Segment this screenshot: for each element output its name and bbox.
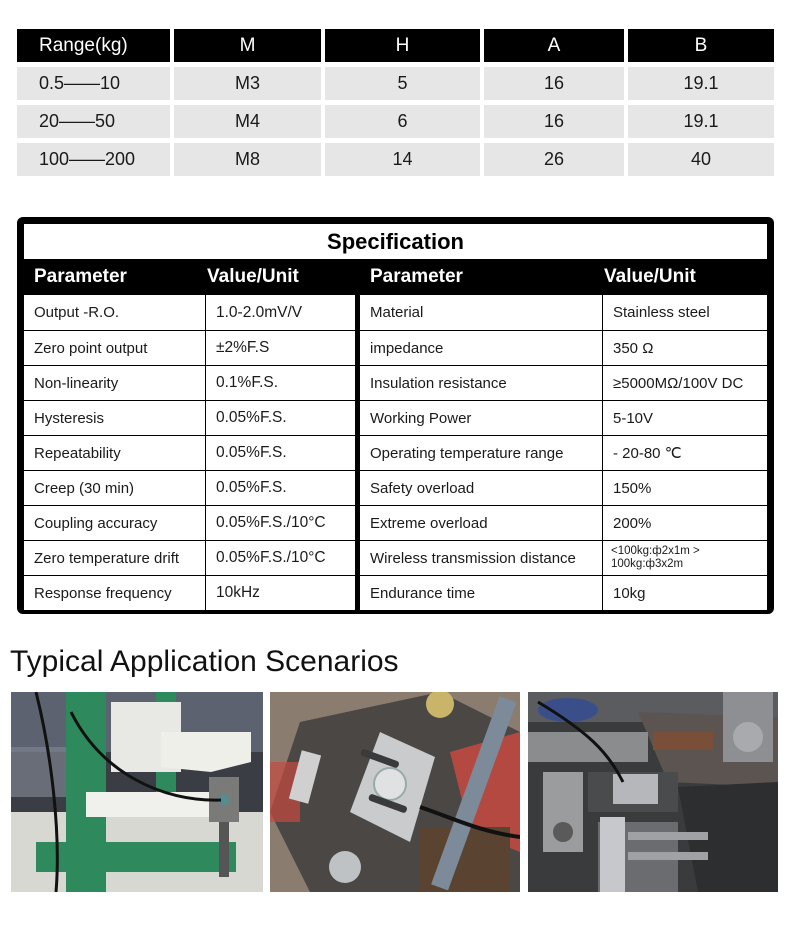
param-value: 0.05%F.S./10°C xyxy=(216,514,326,531)
table-row xyxy=(24,505,355,540)
cell-m: M8 xyxy=(174,143,321,176)
cell-range: 20——50 xyxy=(17,105,170,138)
cell-a: 16 xyxy=(484,67,624,100)
cell-range: 0.5——10 xyxy=(17,67,170,100)
value-line-2: 100kg:ф3x2m xyxy=(611,558,684,570)
cell-a: 16 xyxy=(484,105,624,138)
table-row xyxy=(24,435,355,470)
photo-s-load-cell xyxy=(270,692,520,892)
dimension-table-header xyxy=(17,29,774,62)
param-label: Extreme overload xyxy=(360,506,603,540)
photo-icon xyxy=(270,692,520,892)
param-value: 150% xyxy=(613,479,652,497)
param-value: 0.05%F.S./10°C xyxy=(216,549,326,566)
param-value: 200% xyxy=(613,514,652,532)
header-m: M xyxy=(174,29,321,62)
cell-h: 6 xyxy=(325,105,480,138)
param-value: 10kHz xyxy=(216,584,260,601)
table-row xyxy=(24,470,355,505)
param-value: 350 Ω xyxy=(613,339,654,357)
cell-b: 19.1 xyxy=(628,67,774,100)
param-label: Zero temperature drift xyxy=(24,541,206,575)
header-b: B xyxy=(628,29,774,62)
dimension-table xyxy=(17,29,774,181)
table-row xyxy=(360,295,767,330)
param-value: 10kg xyxy=(613,584,646,602)
param-label: Wireless transmission distance xyxy=(360,541,603,575)
header-value-unit: Value/Unit xyxy=(604,266,696,287)
table-row xyxy=(360,400,767,435)
cell-m: M4 xyxy=(174,105,321,138)
param-label: Working Power xyxy=(360,401,603,435)
photo-test-rig xyxy=(11,692,263,892)
param-label: Material xyxy=(360,295,603,330)
cell-m: M3 xyxy=(174,67,321,100)
param-label: Repeatability xyxy=(24,436,206,470)
table-row xyxy=(17,67,774,100)
photo-icon xyxy=(11,692,263,892)
header-h: H xyxy=(325,29,480,62)
table-row xyxy=(360,365,767,400)
table-row xyxy=(360,540,767,575)
param-label: Operating temperature range xyxy=(360,436,603,470)
param-label: Response frequency xyxy=(24,576,206,610)
table-row xyxy=(360,505,767,540)
param-label: Creep (30 min) xyxy=(24,471,206,505)
header-parameter: Parameter xyxy=(34,266,127,287)
photo-icon xyxy=(528,692,778,892)
spec-left-column xyxy=(24,259,355,610)
table-row xyxy=(360,575,767,610)
param-label: impedance xyxy=(360,331,603,365)
param-label: Hysteresis xyxy=(24,401,206,435)
param-value: 0.05%F.S. xyxy=(216,444,287,461)
param-value: 0.1%F.S. xyxy=(216,374,279,391)
table-row xyxy=(360,470,767,505)
param-label: Zero point output xyxy=(24,331,206,365)
table-row xyxy=(24,400,355,435)
value-line-1: <100kg:ф2x1m > xyxy=(611,545,700,557)
param-value: 1.0-2.0mV/V xyxy=(216,303,303,321)
table-row xyxy=(24,365,355,400)
header-range: Range(kg) xyxy=(17,29,170,62)
spec-right-column xyxy=(360,259,767,610)
table-row xyxy=(17,105,774,138)
table-row xyxy=(360,330,767,365)
param-value: - 20-80 ℃ xyxy=(613,445,682,462)
param-label: Coupling accuracy xyxy=(24,506,206,540)
cell-h: 5 xyxy=(325,67,480,100)
specification-body xyxy=(24,259,767,610)
spec-left-header xyxy=(24,259,355,295)
table-row xyxy=(17,143,774,176)
cell-b: 40 xyxy=(628,143,774,176)
table-row xyxy=(360,435,767,470)
table-row xyxy=(24,575,355,610)
param-value: ≥5000MΩ/100V DC xyxy=(613,374,744,392)
param-value xyxy=(603,541,767,575)
param-value: ±2%F.S xyxy=(216,339,270,356)
param-value: 0.05%F.S. xyxy=(216,409,287,426)
table-row xyxy=(24,330,355,365)
param-label: Non-linearity xyxy=(24,366,206,400)
param-value: Stainless steel xyxy=(613,304,710,321)
table-row xyxy=(24,540,355,575)
table-row xyxy=(24,295,355,330)
header-a: A xyxy=(484,29,624,62)
param-value: 5-10V xyxy=(613,409,654,427)
cell-b: 19.1 xyxy=(628,105,774,138)
header-parameter: Parameter xyxy=(370,266,463,287)
cell-h: 14 xyxy=(325,143,480,176)
scenarios-title: Typical Application Scenarios xyxy=(10,645,399,678)
param-label: Output -R.O. xyxy=(24,295,206,330)
photo-automation-line xyxy=(528,692,778,892)
param-label: Insulation resistance xyxy=(360,366,603,400)
param-label: Safety overload xyxy=(360,471,603,505)
specification-title: Specification xyxy=(24,224,767,259)
param-label: Endurance time xyxy=(360,576,603,610)
cell-range: 100——200 xyxy=(17,143,170,176)
spec-right-header xyxy=(360,259,767,295)
specification-table xyxy=(17,217,774,614)
header-value-unit: Value/Unit xyxy=(207,266,299,287)
cell-a: 26 xyxy=(484,143,624,176)
param-value: 0.05%F.S. xyxy=(216,479,287,496)
